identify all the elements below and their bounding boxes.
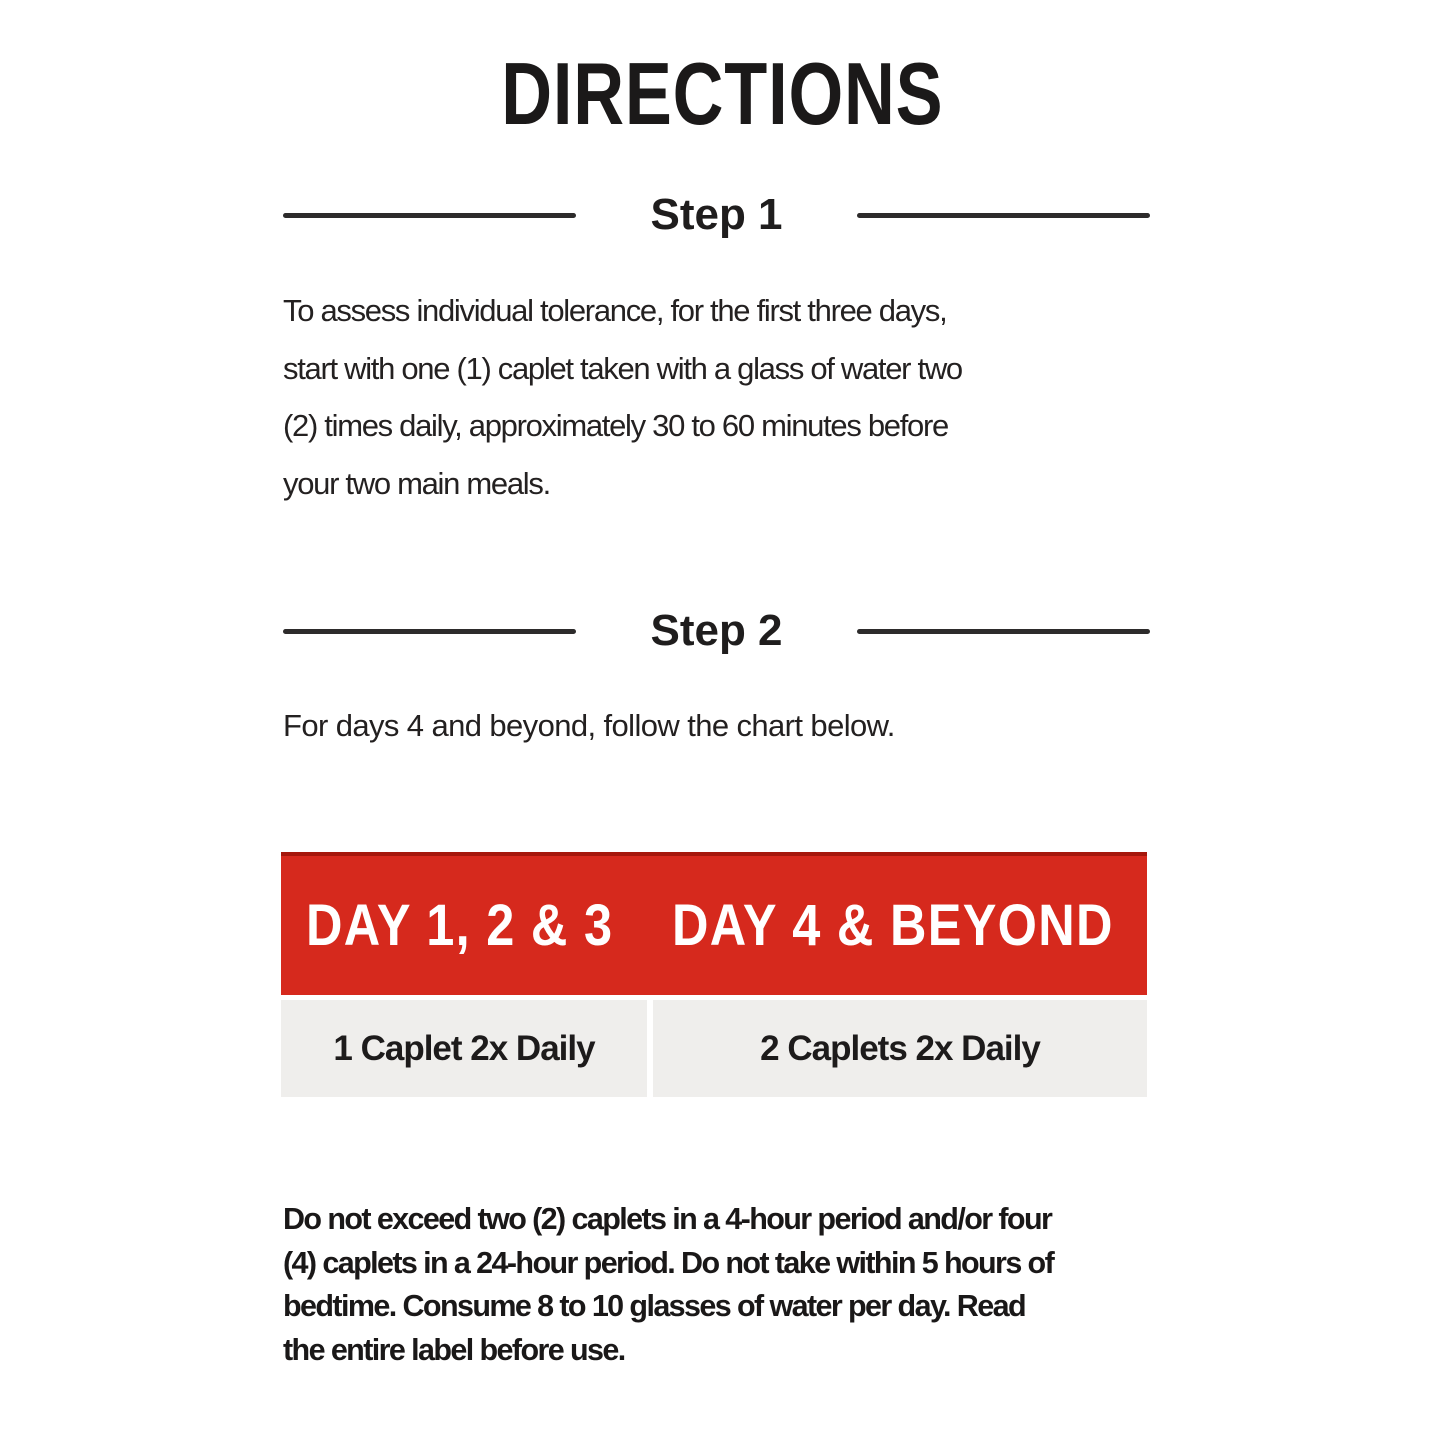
step1-body-line: To assess individual tolerance, for the first three days, [283, 293, 947, 328]
step1-body-line: your two main meals. [283, 465, 550, 501]
divider-line-left [283, 213, 576, 218]
step1-label: Step 1 [650, 190, 783, 239]
page-title [0, 44, 1445, 143]
divider-line-right [857, 629, 1150, 634]
warning-line: Do not exceed two (2) caplets in a 4-hour period and/or four [283, 1202, 1052, 1236]
dosage-header-day-4-beyond [639, 856, 1147, 995]
dosage-cell-day-1-2-3: 1 Caplet 2x Daily [281, 1000, 647, 1097]
dosage-table-value-row [281, 1000, 1147, 1097]
page-title-text: DIRECTIONS [501, 44, 944, 143]
dosage-cell-day-4-beyond: 2 Caplets 2x Daily [653, 1000, 1147, 1097]
step1-body [283, 282, 962, 512]
warning-line: the entire label before use. [283, 1332, 625, 1367]
step2-label: Step 2 [650, 606, 783, 655]
step1-header [283, 185, 1150, 245]
warning-text [283, 1198, 1053, 1372]
dosage-header-day-4-beyond-text: DAY 4 & BEYOND [672, 893, 1114, 958]
divider-line-right [857, 213, 1150, 218]
dosage-table [281, 852, 1147, 1097]
dosage-header-day-1-2-3 [281, 856, 639, 995]
dosage-header-day-1-2-3-text: DAY 1, 2 & 3 [306, 893, 614, 958]
step2-header [283, 601, 1150, 661]
dosage-table-header-row [281, 852, 1147, 995]
step1-body-line: start with one (1) caplet taken with a glass of water two [283, 350, 962, 386]
divider-line-left [283, 629, 576, 634]
warning-line: bedtime. Consume 8 to 10 glasses of water per day. Read [283, 1289, 1025, 1323]
step1-body-line: (2) times daily, approximately 30 to 60 minutes before [283, 408, 948, 443]
step2-intro: For days 4 and beyond, follow the chart below. [283, 708, 895, 743]
warning-line: (4) caplets in a 24-hour period. Do not take within 5 hours of [283, 1245, 1054, 1280]
